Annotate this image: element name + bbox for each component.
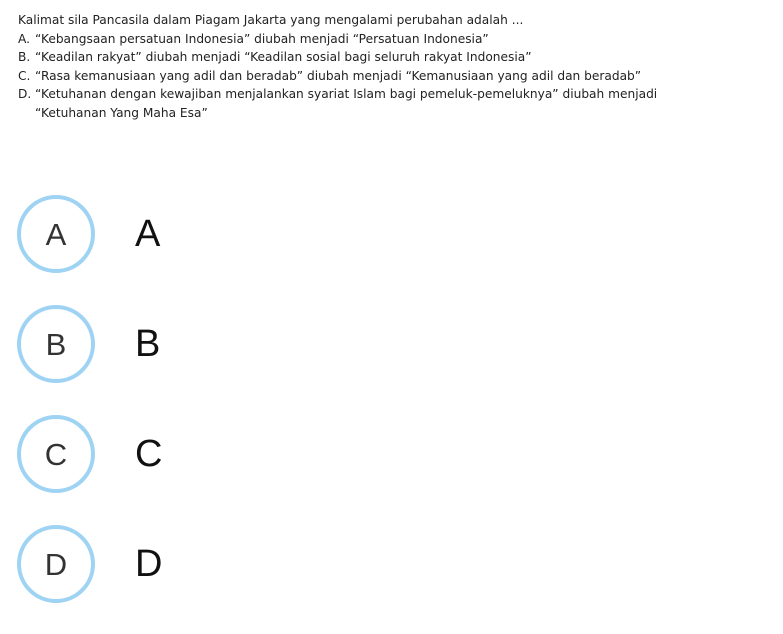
choice-b-label: B xyxy=(135,323,161,365)
choice-b-circle[interactable] xyxy=(17,305,95,383)
choice-b-button[interactable] xyxy=(17,305,217,385)
option-a-letter: A. xyxy=(18,31,30,46)
choice-c-label: C xyxy=(135,433,163,475)
choice-b-circle-letter: B xyxy=(45,326,67,362)
option-a-text: “Kebangsaan persatuan Indonesia” diubah menjadi “Persatuan Indonesia” xyxy=(35,31,489,46)
choice-c-button[interactable] xyxy=(17,415,217,495)
option-c xyxy=(18,67,768,86)
option-c-text: “Rasa kemanusiaan yang adil dan beradab” diubah menjadi “Kemanusiaan yang adil dan beradab” xyxy=(35,68,642,83)
option-b-text: “Keadilan rakyat” diubah menjadi “Keadilan sosial bagi seluruh rakyat Indonesia” xyxy=(35,50,532,65)
option-b xyxy=(18,48,768,67)
option-c-letter: C. xyxy=(18,68,31,83)
option-d xyxy=(18,85,768,122)
question-block xyxy=(18,11,768,123)
choice-a-button[interactable] xyxy=(17,195,217,275)
choice-d-button[interactable] xyxy=(17,525,217,605)
choice-d-circle[interactable] xyxy=(17,525,95,603)
option-d-text-line1: “Ketuhanan dengan kewajiban menjalankan syariat Islam bagi pemeluk-pemeluknya” diubah menjadi xyxy=(35,87,658,102)
option-d-letter: D. xyxy=(18,87,32,102)
choice-a-circle-letter: A xyxy=(45,216,67,252)
option-d-text-line2: “Ketuhanan Yang Maha Esa” xyxy=(35,105,208,120)
option-a xyxy=(18,30,768,49)
choice-d-circle-letter: D xyxy=(44,546,68,582)
question-stem: Kalimat sila Pancasila dalam Piagam Jakarta yang mengalami perubahan adalah ... xyxy=(18,13,524,27)
option-b-letter: B. xyxy=(18,50,31,65)
choice-a-label: A xyxy=(135,213,161,255)
choice-d-label: D xyxy=(135,543,163,585)
choice-c-circle[interactable] xyxy=(17,415,95,493)
choice-c-circle-letter: C xyxy=(44,436,68,472)
choice-a-circle[interactable] xyxy=(17,195,95,273)
